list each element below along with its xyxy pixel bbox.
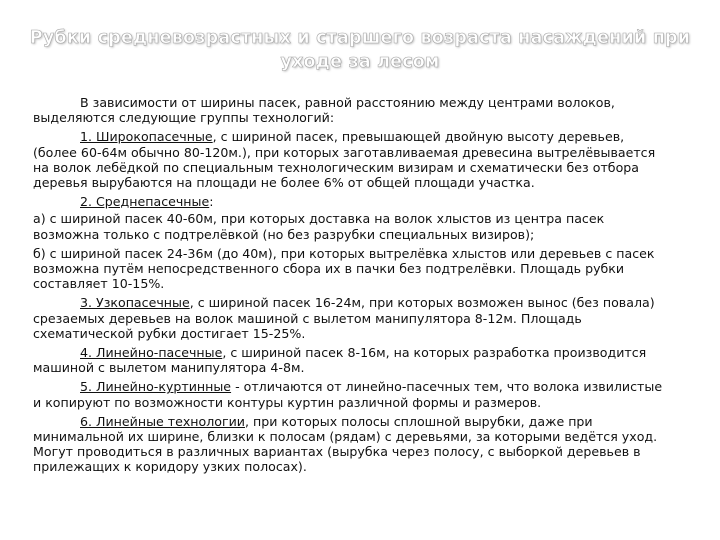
- slide-title-line-2: уходе за лесом: [280, 52, 440, 72]
- narrow-strip-heading: 3. Узкопасечные: [80, 295, 190, 311]
- medium-strip-item-a: а) с шириной пасек 40-60м, при которых доставка на волок хлыстов из центра пасек возможна только с подтрелёвкой (но без разрубки специальных визиров);: [33, 211, 605, 242]
- medium-strip-item-b: б) с шириной пасек 24-36м (до 40м), при которых вытрелёвка хлыстов или деревьев с пасек возможна путём непосредственного сбора их в пачки без подтрелёвки. Площадь рубки составляет 10-15%.: [33, 245, 655, 292]
- medium-strip-colon: :: [209, 194, 214, 210]
- linear-tech-heading: 6. Линейные технологии: [80, 413, 245, 429]
- narrow-strip-text: , с шириной пасек 16-24м, при которых возможен вынос (без повала) срезаемых деревьев на волок машиной с вылетом манипулятора 8-12м. Площадь схематической рубки достигает 15-25%.: [33, 295, 655, 341]
- linear-clump-text: - отличаются от линейно-пасечных тем, что волока извилистые и копируют по возможности контуры куртин различной формы и размеров.: [33, 379, 663, 410]
- wide-strip-paragraph: [33, 129, 716, 190]
- slide-body: [33, 95, 716, 479]
- narrow-strip-paragraph: [33, 295, 716, 341]
- linear-tech-text: , при которых полосы сплошной вырубки, даже при минимальной их ширине, близки к полосам (рядам) с деревьями, за которыми ведётся уход. Могут проводиться в различных вариантах (вырубка через полосу, с выборкой деревьев в прилежащих к коридору узких полосах).: [33, 413, 658, 475]
- linear-clump-heading: 5. Линейно-куртинные: [80, 379, 232, 395]
- wide-strip-heading: 1. Широкопасечные: [80, 129, 213, 145]
- wide-strip-text: , с шириной пасек, превышающей двойную высоту деревьев, (более 60-64м обычно 80-120м.), при которых заготавливаемая древесина вытрелёвывается на волок лебёдкой по специальным технологическим визирам и схематически без отбора деревья вырубаются на площади не более 6% от общей площади участка.: [33, 129, 656, 191]
- linear-clump-paragraph: [33, 379, 716, 409]
- slide-title: [20, 26, 700, 74]
- linear-strip-paragraph: [33, 345, 716, 375]
- medium-strip-heading: 2. Среднепасечные: [80, 194, 210, 210]
- linear-tech-paragraph: [33, 414, 716, 475]
- linear-strip-heading: 4. Линейно-пасечные: [80, 345, 223, 361]
- medium-strip-paragraph: [33, 194, 716, 209]
- slide-title-line-1: Рубки средневозрастных и старшего возраста насаждений при: [29, 28, 691, 48]
- linear-strip-text: , с шириной пасек 8-16м, на которых разработка производится машиной с вылетом манипулятора 4-8м.: [33, 345, 647, 376]
- intro-paragraph: В зависимости от ширины пасек, равной расстоянию между центрами волоков, выделяются следующие группы технологий:: [33, 95, 615, 126]
